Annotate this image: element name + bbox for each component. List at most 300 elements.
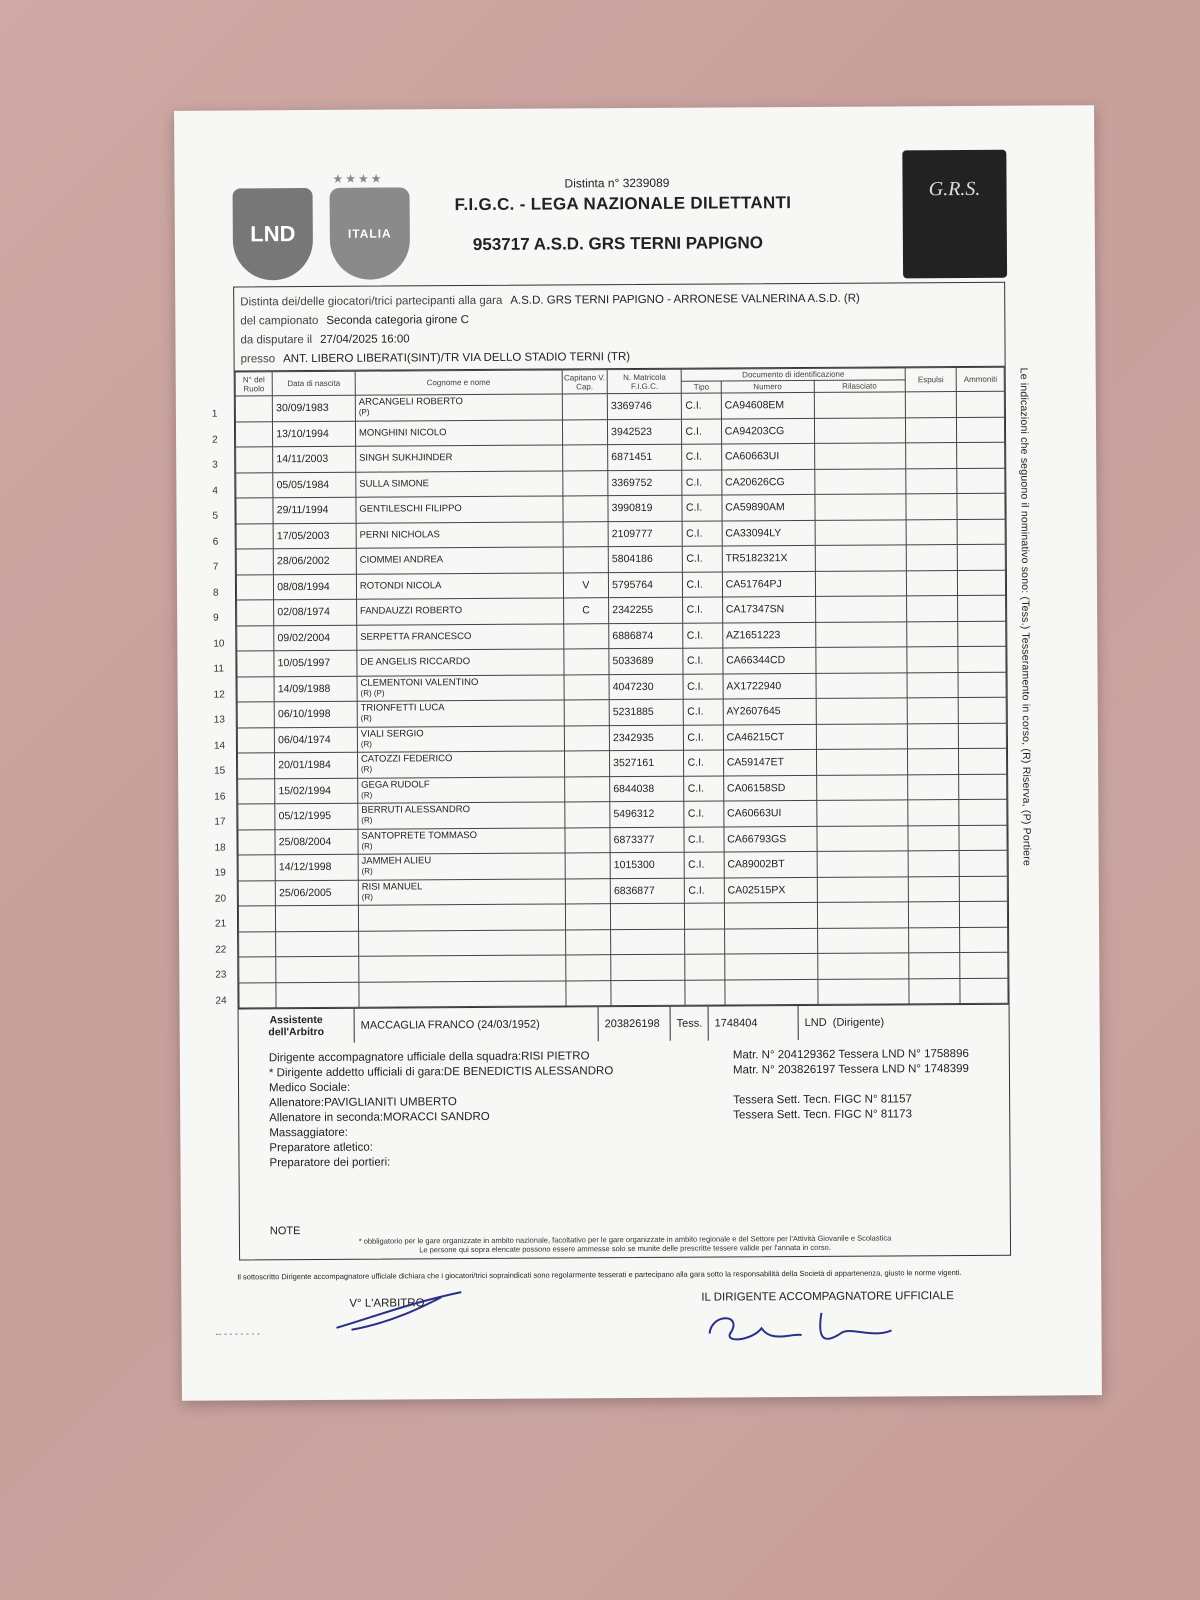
row-cell-amm [959,825,1007,851]
row-cell-date: 09/02/2004 [274,625,357,651]
row-cell-ruolo [214,778,275,804]
row-cell-name [355,394,562,421]
row-cell-esp [906,494,958,520]
row-cell-doc: AZ1651223 [722,622,815,648]
row-number: 24 [215,995,227,1007]
row-cell-esp [905,443,957,469]
player-status: (R) [360,739,372,749]
row-cell-tipo: C.I. [684,724,723,750]
row-cell-ruolo [215,982,276,1008]
row-cell-ril [815,570,906,596]
row-cell-name [356,445,563,472]
row-cell-matr: 5496312 [610,801,685,827]
player-name: FANDAUZZI ROBERTO [359,605,463,617]
row-cell-cap [563,547,609,573]
venue: ANT. LIBERO LIBERATI(SINT)/TR VIA DELLO STADIO TERNI (TR) [283,351,631,366]
row-number: 8 [212,587,219,599]
row-cell-ril [815,468,906,494]
row-cell-date [276,982,359,1008]
row-cell-ruolo [212,421,272,447]
row-cell-ruolo [215,957,276,983]
row-cell-esp [907,672,959,698]
row-cell-ril [815,596,906,622]
page-title: F.I.G.C. - LEGA NAZIONALE DILETTANTI [454,193,792,215]
row-cell-amm [957,493,1005,519]
row-cell-tipo: C.I. [684,699,723,725]
row-cell-amm [958,570,1006,596]
row-cell-matr [610,903,685,929]
row-cell-esp [906,621,958,647]
side-legend: Le indicazioni che seguono il nominativo sono: (Tess.) Tesseramento in corso, (R) Riserva, (P) Portiere [1017,367,1033,867]
row-number: 2 [212,434,218,446]
info-label: del campionato [240,314,319,328]
row-cell-esp [908,851,960,877]
player-name: VIALI SERGIO [360,728,424,740]
row-cell-name [356,470,563,497]
dashes: -- - - - - - - - [215,1328,261,1339]
row-cell-matr: 6836877 [610,878,685,904]
player-name: SERPETTA FRANCESCO [360,630,472,643]
row-cell-matr: 2342935 [609,725,684,751]
player-status [362,917,562,918]
info-label: Distinta dei/delle giocatori/trici partecipanti alla gara [240,294,503,309]
row-cell-esp [908,927,960,953]
grs-logo: G.R.S. [902,150,1007,279]
row-cell-doc: CA60663UI [724,800,817,826]
row-cell-tipo: C.I. [684,826,723,852]
staff-id: Matr. N° 203826197 Tessera LND N° 1748399 [732,1062,969,1077]
row-cell-date: 14/11/2003 [273,446,356,472]
row-cell-cap [564,751,610,777]
player-name: JAMMEH ALIEU [361,855,432,867]
row-cell-amm [957,519,1005,545]
row-cell-esp [907,698,959,724]
staff-id: Tessera Sett. Tecn. FIGC N° 81173 [733,1108,912,1122]
row-cell-tipo: C.I. [683,597,722,623]
player-name: ARCANGELI ROBERTO [358,396,463,408]
staff-id: Matr. N° 204129362 Tessera LND N° 1758896 [732,1047,969,1062]
row-cell-tipo [685,928,724,954]
row-cell-doc: CA94608EM [721,392,814,418]
director-signature [701,1302,901,1353]
row-cell-date: 14/09/1988 [274,676,357,702]
row-cell-doc: CA60663UI [721,443,814,469]
player-name: GENTILESCHI FILIPPO [359,503,462,515]
row-cell-name [357,649,564,676]
row-cell-ril [816,749,907,775]
row-cell-name [357,751,564,778]
player-status: (P) [358,407,370,417]
club-name: 953717 A.S.D. GRS TERNI PAPIGNO [472,233,763,254]
row-cell-date [276,956,359,982]
row-cell-ril [816,647,907,673]
row-cell-esp [906,596,958,622]
assistant-org: LND [804,1016,827,1029]
row-number: 1 [211,408,218,420]
row-cell-tipo: C.I. [682,469,721,495]
col-nome: Cognome e nome [355,370,562,395]
row-number: 5 [212,510,219,522]
row-cell-tipo: C.I. [685,877,724,903]
row-cell-date: 08/08/1994 [274,574,357,600]
row-cell-ril [814,417,905,443]
row-cell-ruolo [212,574,273,600]
player-status: (R) [361,866,373,876]
row-cell-cap [563,623,609,649]
player-name: PERNI NICHOLAS [359,528,440,541]
row-cell-tipo: C.I. [682,393,721,419]
row-cell-ruolo [213,600,274,626]
player-name: GEGA RUDOLF [361,779,430,791]
row-cell-matr [611,929,686,955]
match-sheet [174,105,1102,1401]
row-cell-ril [817,902,908,928]
row-cell-ruolo [215,906,275,932]
row-number: 15 [214,765,226,777]
row-cell-matr [611,954,686,980]
row-cell-amm [960,952,1008,978]
player-status: (R) (P) [360,688,385,698]
player-name: MONGHINI NICOLO [358,426,447,439]
row-cell-esp [907,723,959,749]
row-number: 4 [212,485,218,497]
note-fineprint: Le persone qui sopra elencate possono essere ammesse solo se munite delle prescritte tessere valide per l'annata in corso. [419,1242,831,1255]
row-cell-tipo: C.I. [683,571,722,597]
row-cell-matr: 5033689 [609,648,684,674]
row-cell-tipo: C.I. [685,852,724,878]
row-cell-amm [957,442,1005,468]
row-cell-esp [908,800,960,826]
row-cell-doc: CA46215CT [723,724,816,750]
player-status [362,968,562,969]
match-date: 27/04/2025 16:00 [320,333,410,346]
staff-ids [733,1047,969,1123]
player-name: CLEMENTONI VALENTINO [360,676,479,689]
row-cell-doc: CA89002BT [724,851,817,877]
row-cell-ril [816,672,907,698]
row-cell-esp [907,774,959,800]
row-number: 11 [213,663,224,675]
row-cell-cap [565,904,611,930]
row-number: 9 [213,612,219,624]
row-cell-ril [816,723,907,749]
row-cell-cap [564,725,610,751]
row-cell-ruolo [213,702,274,728]
row-cell-matr: 6871451 [608,444,683,470]
staff-id: Tessera Sett. Tecn. FIGC N° 81157 [733,1093,912,1107]
row-cell-date: 14/12/1998 [275,854,358,880]
row-cell-esp [905,468,957,494]
staff-line: Massaggiatore: [269,1126,348,1140]
row-cell-tipo: C.I. [684,750,723,776]
staff-line: Allenatore in seconda:MORACCI SANDRO [269,1110,490,1125]
row-cell-cap [563,649,609,675]
row-cell-name [358,904,565,931]
row-cell-cap [564,674,610,700]
row-cell-ril [818,978,909,1004]
row-cell-amm [957,468,1005,494]
row-cell-ril [815,519,906,545]
player-status: (R) [360,713,372,723]
row-cell-doc [724,928,817,954]
row-number: 19 [214,867,226,879]
row-cell-amm [958,544,1006,570]
row-number: 16 [214,791,226,803]
row-cell-doc: AY2607645 [723,698,816,724]
row-cell-ril [817,876,908,902]
row-cell-name [358,776,565,803]
row-cell-matr: 2342255 [609,597,684,623]
row-cell-name [358,929,565,956]
row-cell-esp [906,519,958,545]
row-cell-doc: CA02515PX [724,877,817,903]
row-cell-ril [815,494,906,520]
assistant-row [239,1004,1009,1044]
row-cell-esp [909,978,961,1004]
assistant-tess: Tess. [671,1007,709,1041]
championship: Seconda categoria girone C [326,314,469,327]
row-cell-amm [958,646,1006,672]
row-cell-matr: 6844038 [610,776,685,802]
lnd-logo: LND [233,188,314,280]
info-label: presso [240,353,276,366]
row-cell-ruolo [211,396,272,422]
row-cell-ril [817,800,908,826]
row-cell-ril [817,953,908,979]
player-status: (R) [361,841,373,851]
col-rilasciato: Rilasciato [814,380,905,393]
row-cell-cap [565,827,611,853]
row-number: 12 [213,689,225,701]
player-name: SULLA SIMONE [359,478,429,490]
row-cell-name [357,674,564,701]
row-cell-ruolo [212,498,273,524]
staff-line: Preparatore atletico: [269,1141,374,1155]
row-cell-name [358,878,565,905]
staff-line: * Dirigente addetto ufficiali di gara:DE BENEDICTIS ALESSANDRO [268,1065,614,1080]
row-cell-amm [959,723,1007,749]
row-cell-date: 30/09/1983 [273,395,356,421]
director-label: IL DIRIGENTE ACCOMPAGNATORE UFFICIALE [701,1290,954,1304]
row-cell-amm [960,876,1008,902]
row-cell-cap [562,394,608,420]
player-status: (R) [360,764,373,774]
row-cell-matr: 1015300 [610,852,685,878]
row-cell-doc: AX1722940 [723,673,816,699]
row-number: 10 [213,638,225,650]
row-cell-amm [958,621,1006,647]
player-name: SANTOPRETE TOMMASO [361,829,478,842]
main-form [211,282,1011,1261]
match-info [234,283,1004,372]
row-cell-tipo: C.I. [683,546,722,572]
row-cell-matr: 3527161 [610,750,685,776]
row-cell-cap [565,980,611,1006]
row-cell-ruolo [213,625,274,651]
row-number: 18 [214,842,226,854]
row-cell-cap [565,853,611,879]
staff-section [239,1039,1010,1224]
player-name: CIOMMEI ANDREA [359,554,444,566]
italia-logo: ITALIA [330,187,411,279]
col-documento: Documento di identificazione [682,368,905,381]
row-cell-date: 17/05/2003 [273,523,356,549]
stars: ★★★★ [332,171,384,186]
row-cell-amm [958,672,1006,698]
row-cell-cap: C [563,598,609,624]
note-section [240,1219,1010,1260]
row-cell-doc: CA33094LY [722,520,815,546]
row-cell-date: 05/05/1984 [273,472,356,498]
row-cell-date: 10/05/1997 [274,650,357,676]
row-cell-date: 25/08/2004 [275,829,358,855]
row-cell-tipo: C.I. [683,520,722,546]
row-number: 13 [213,714,225,726]
row-cell-matr [611,980,686,1006]
row-cell-ruolo [214,855,275,881]
row-cell-ril [815,545,906,571]
staff-line: Medico Sociale: [269,1081,351,1095]
row-cell-esp [906,545,958,571]
row-cell-date: 02/08/1974 [274,599,357,625]
row-cell-esp [907,647,959,673]
row-cell-name [359,955,566,982]
row-cell-esp [908,953,960,979]
row-cell-cap [564,802,610,828]
referee-label: V° L'ARBITRO [349,1297,425,1310]
row-number: 14 [213,740,226,752]
row-cell-doc: CA59890AM [722,494,815,520]
row-cell-doc: CA51764PJ [722,571,815,597]
player-status: (R) [361,892,373,902]
row-cell-esp [908,902,960,928]
row-cell-name [359,980,566,1007]
row-cell-tipo: C.I. [684,673,723,699]
row-cell-amm [959,748,1007,774]
row-cell-name [355,419,562,446]
players-table [211,367,1009,1009]
row-cell-ril [814,392,905,418]
row-cell-cap [565,955,611,981]
row-number: 17 [214,816,226,828]
row-cell-tipo: C.I. [684,775,723,801]
row-cell-cap [562,445,608,471]
row-cell-doc: CA17347SN [722,596,815,622]
row-cell-amm [958,595,1006,621]
row-cell-cap [565,929,611,955]
row-cell-matr: 3369746 [607,393,682,419]
row-cell-ruolo [212,549,273,575]
row-cell-tipo: C.I. [683,648,722,674]
row-cell-date: 06/10/1998 [274,701,357,727]
row-cell-date: 06/04/1974 [275,727,358,753]
row-cell-tipo [685,979,724,1005]
row-cell-doc [724,902,817,928]
declaration: Il sottoscritto Dirigente accompagnatore ufficiale dichiara che i giocatori/trici sopraindicati sono regolarmente tesserati e partecipano alla gara sotto la responsabilità della Società di appartenenza, giusto le norme vigenti. [237,1268,962,1282]
player-status [362,993,562,994]
staff-line: Dirigente accompagnatore ufficiale della squadra:RISI PIETRO [268,1050,590,1065]
row-cell-cap: V [563,572,609,598]
player-name: SINGH SUKHJINDER [359,452,453,464]
row-cell-date: 15/02/1994 [275,778,358,804]
table-row [239,978,1008,1008]
row-cell-doc: CA94203CG [721,418,814,444]
row-cell-name [358,853,565,880]
row-cell-name [356,496,563,523]
row-cell-amm [957,391,1005,417]
player-status [362,942,562,943]
col-ruolo: N° del Ruolo [235,372,272,396]
row-cell-date: 28/06/2002 [273,548,356,574]
row-cell-tipo [685,954,724,980]
row-cell-amm [959,799,1007,825]
match-name: A.S.D. GRS TERNI PAPIGNO - ARRONESE VALNERINA A.S.D. (R) [510,292,860,307]
row-cell-ril [816,698,907,724]
row-cell-doc: CA66344CD [723,647,816,673]
row-cell-name [358,827,565,854]
row-cell-ruolo [215,931,276,957]
assistant-label: Assistente dell'Arbitro [239,1009,355,1044]
referee-signature [331,1287,471,1338]
row-cell-doc: TR5182321X [722,545,815,571]
row-cell-tipo: C.I. [683,622,722,648]
row-cell-ruolo [214,804,275,830]
row-cell-cap [563,496,609,522]
row-number: 7 [212,561,219,573]
row-cell-name [357,700,564,727]
row-cell-tipo: C.I. [684,801,723,827]
row-cell-ruolo [213,651,274,677]
row-cell-ril [817,825,908,851]
row-cell-matr: 3990819 [608,495,683,521]
row-cell-date [276,905,359,931]
row-cell-date: 05/12/1995 [275,803,358,829]
player-name: RISI MANUEL [361,881,423,893]
row-number: 21 [215,918,227,930]
row-cell-amm [960,901,1008,927]
player-name: CATOZZI FEDERICO [360,753,453,765]
row-cell-date: 13/10/1994 [273,421,356,447]
staff-line: Allenatore:PAVIGLIANITI UMBERTO [269,1096,457,1110]
row-cell-date: 29/11/1994 [273,497,356,523]
row-cell-esp [907,749,959,775]
row-cell-cap [565,878,611,904]
player-name: DE ANGELIS RICCARDO [360,656,471,668]
row-cell-ruolo [214,880,275,906]
row-cell-esp [906,570,958,596]
assistant-name: MACCAGLIA FRANCO (24/03/1952) [355,1007,599,1042]
row-cell-cap [562,419,608,445]
row-cell-amm [959,850,1007,876]
row-cell-ruolo [212,523,273,549]
row-cell-ruolo [212,447,273,473]
row-cell-ril [815,621,906,647]
row-cell-ruolo [214,753,274,779]
row-cell-matr: 2109777 [608,521,683,547]
note-label: NOTE [269,1225,301,1238]
row-cell-cap [564,700,610,726]
row-cell-name [358,802,565,829]
row-cell-matr: 6873377 [610,827,685,853]
assistant-num: 1748404 [709,1006,799,1041]
row-cell-amm [957,417,1005,443]
row-cell-cap [564,776,610,802]
info-label: da disputare il [240,333,313,347]
row-cell-date: 20/01/1984 [275,752,358,778]
row-cell-matr: 3369752 [608,470,683,496]
row-number: 6 [212,536,219,548]
player-status: (R) [361,815,373,825]
